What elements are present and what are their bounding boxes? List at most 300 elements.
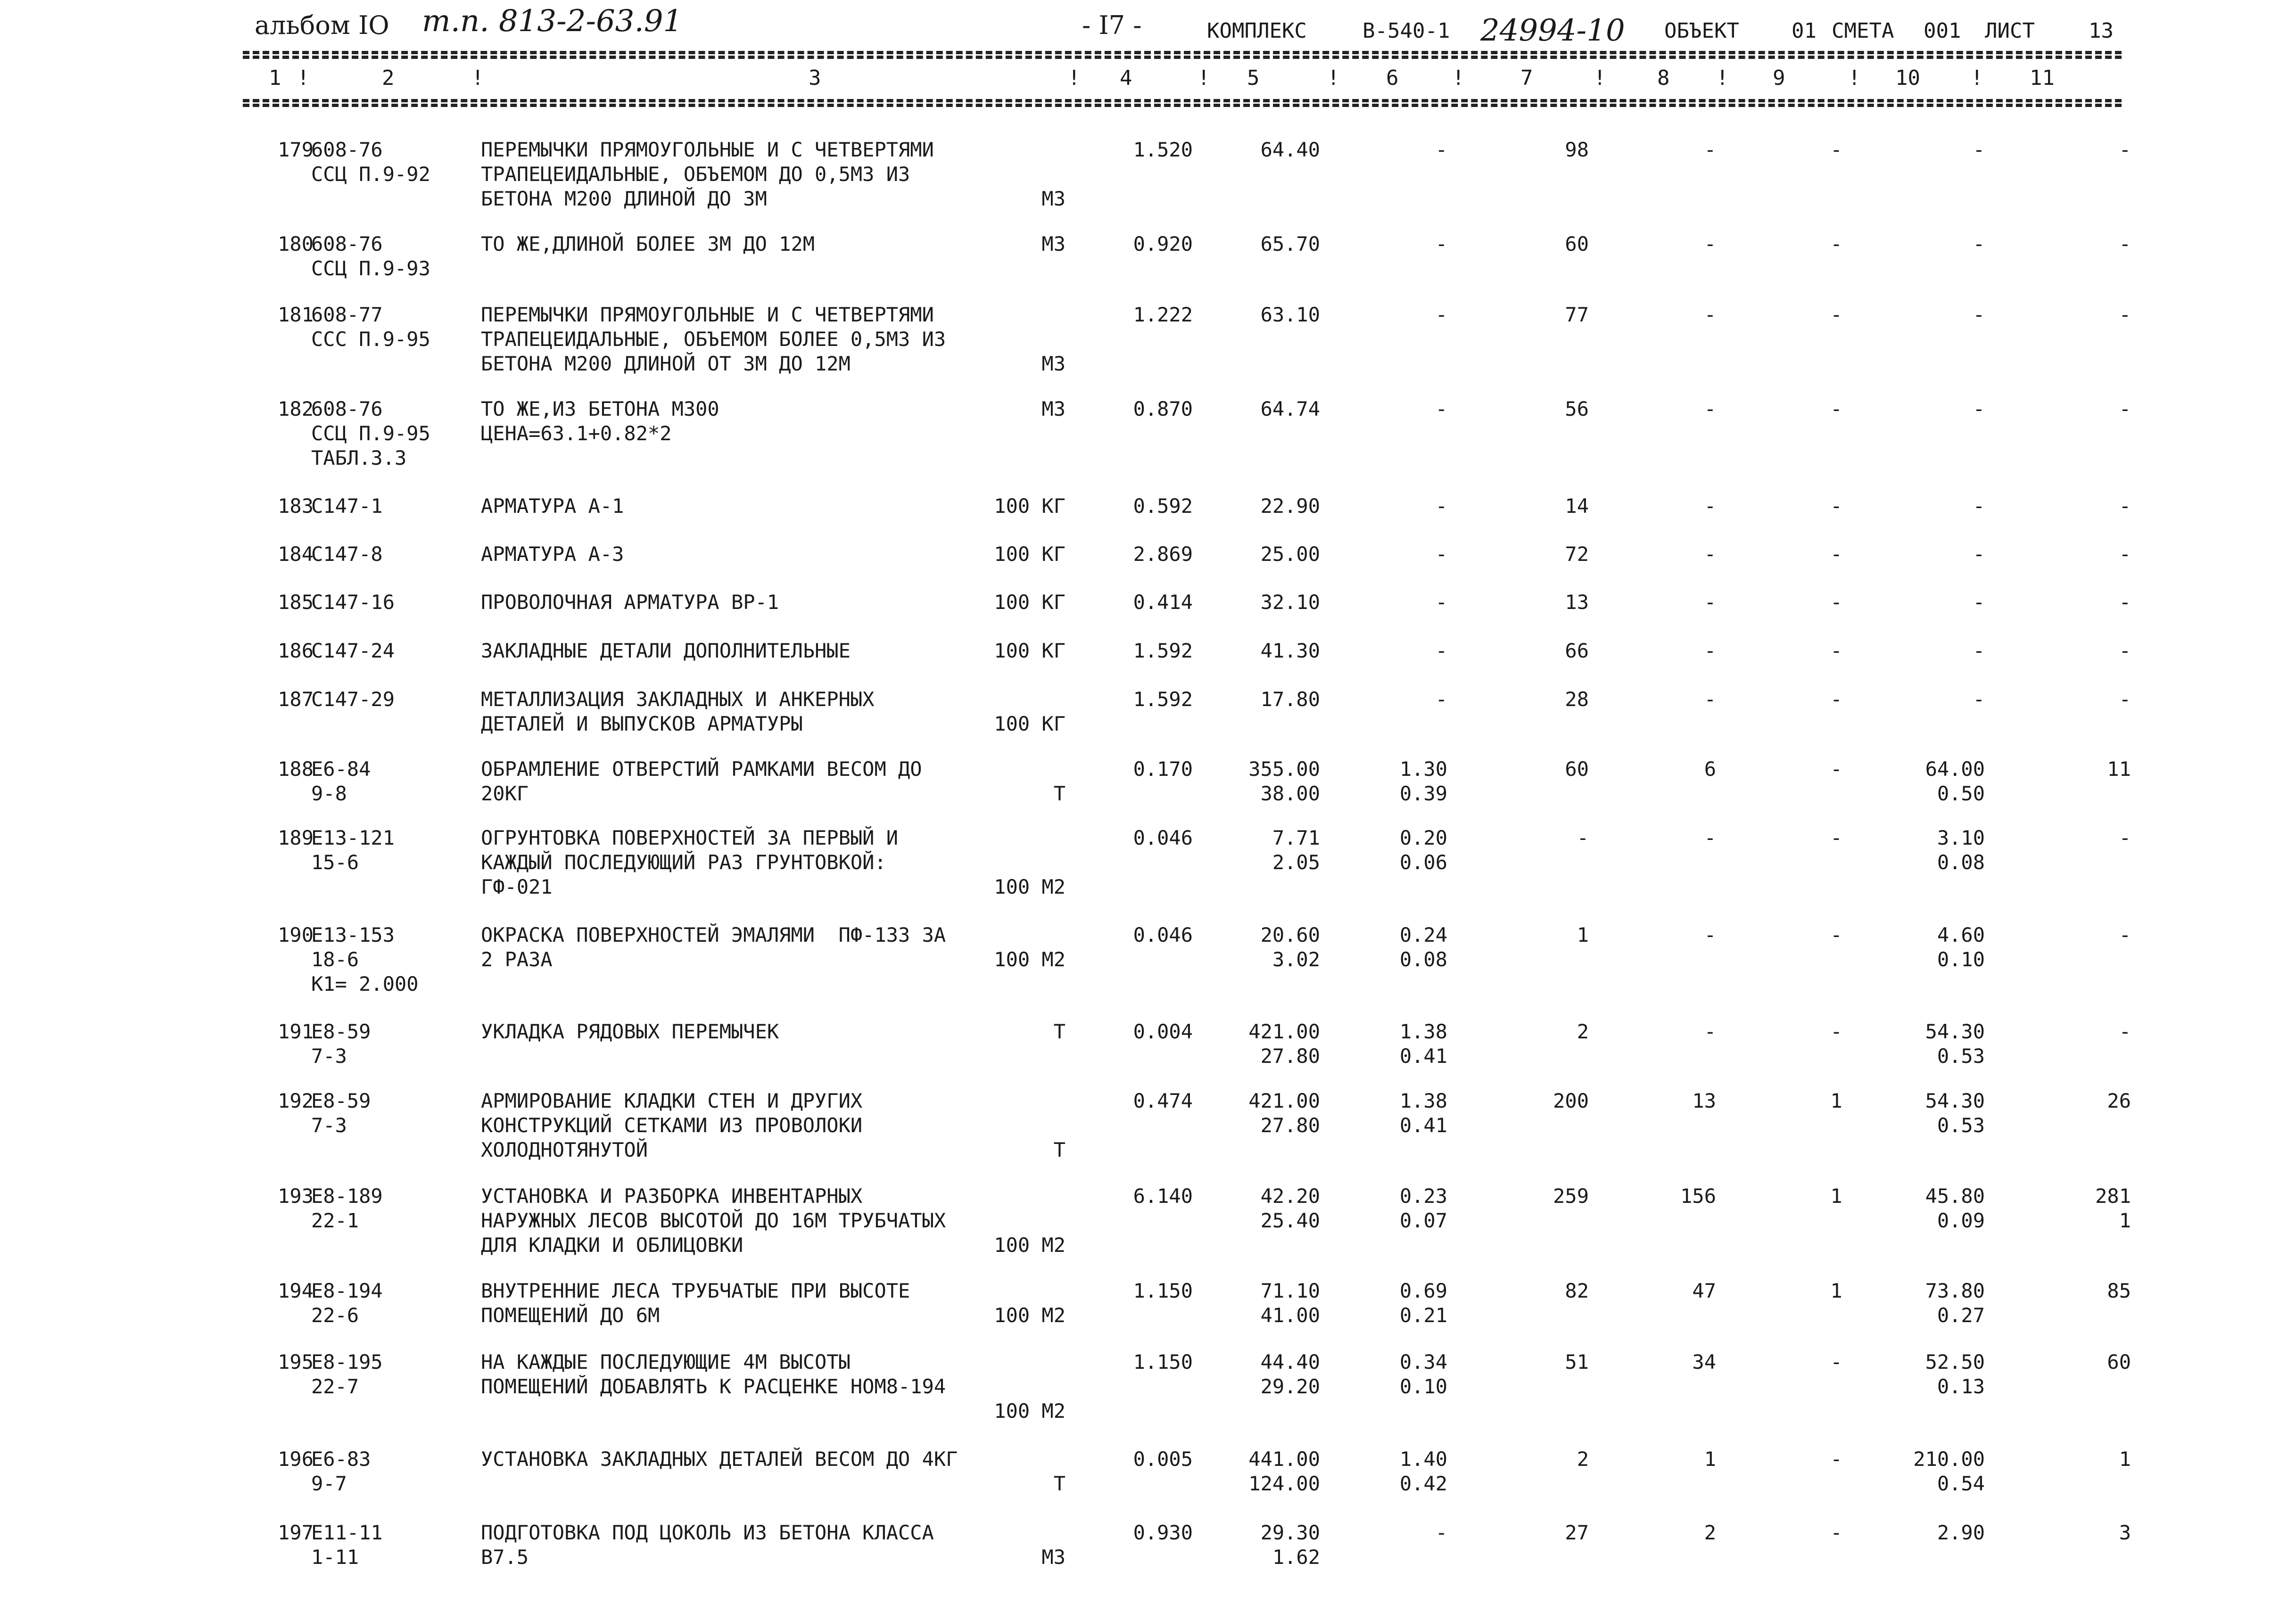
col10-value: - xyxy=(1973,591,1985,614)
unit-of-measure: Т xyxy=(1053,1020,1065,1043)
work-description: ТО ЖЕ,ДЛИНОЙ БОЛЕЕ 3М ДО 12М xyxy=(481,232,815,255)
col9-value: - xyxy=(1830,639,1842,662)
col10-value: 210.00 xyxy=(1913,1447,1985,1471)
quantity-value: 0.930 xyxy=(1133,1521,1193,1544)
unit-price: 41.00 xyxy=(1260,1304,1320,1327)
col10-value: 0.13 xyxy=(1937,1375,1985,1398)
rate-code: Е8-195 xyxy=(311,1350,383,1373)
col9-value: 1 xyxy=(1830,1089,1842,1112)
table-row xyxy=(0,1279,2296,1354)
col-header-1: 1 xyxy=(269,66,281,90)
col6-value: - xyxy=(1435,1521,1447,1544)
rate-code: Е8-194 xyxy=(311,1279,383,1302)
col9-value: - xyxy=(1830,1447,1842,1471)
unit-price: 7.71 xyxy=(1272,826,1320,849)
work-description: ТРАПЕЦЕИДАЛЬНЫЕ, ОБЪЕМОМ БОЛЕЕ 0,5М3 ИЗ xyxy=(481,328,946,351)
unit-of-measure: М3 xyxy=(1041,1546,1065,1569)
unit-price: 124.00 xyxy=(1248,1472,1320,1495)
object-label: ОБЪЕКТ xyxy=(1664,19,1739,43)
table-row xyxy=(0,757,2296,832)
col6-value: - xyxy=(1435,397,1447,420)
col-separator: ! xyxy=(1971,66,1983,90)
rate-code: Е6-84 xyxy=(311,757,371,781)
col-header-5: 5 xyxy=(1247,66,1260,90)
col8-value: - xyxy=(1704,232,1716,255)
col6-value: 0.41 xyxy=(1399,1114,1447,1137)
col-separator: ! xyxy=(1716,66,1729,90)
col8-value: - xyxy=(1704,826,1716,849)
rate-code: 22-1 xyxy=(311,1209,359,1232)
col10-value: - xyxy=(1973,543,1985,566)
work-description: ПЕРЕМЫЧКИ ПРЯМОУГОЛЬНЫЕ И С ЧЕТВЕРТЯМИ xyxy=(481,138,934,161)
col6-value: 1.38 xyxy=(1399,1020,1447,1043)
col10-value: 54.30 xyxy=(1925,1089,1985,1112)
row-number: 187 xyxy=(278,688,314,711)
unit-of-measure: М3 xyxy=(1041,187,1065,210)
work-description: БЕТОНА М200 ДЛИНОЙ ДО 3М xyxy=(481,187,767,210)
table-row xyxy=(0,138,2296,213)
table-row xyxy=(0,1350,2296,1425)
col8-value: 13 xyxy=(1692,1089,1716,1112)
rate-code: 9-8 xyxy=(311,782,347,805)
col9-value: - xyxy=(1830,303,1842,326)
col8-value: - xyxy=(1704,494,1716,518)
quantity-value: 1.520 xyxy=(1133,138,1193,161)
unit-price: 441.00 xyxy=(1248,1447,1320,1471)
col11-value: 11 xyxy=(2107,757,2131,781)
unit-price: 29.30 xyxy=(1260,1521,1320,1544)
col10-value: - xyxy=(1973,303,1985,326)
work-description: ЗАКЛАДНЫЕ ДЕТАЛИ ДОПОЛНИТЕЛЬНЫЕ xyxy=(481,639,851,662)
col7-value: 27 xyxy=(1565,1521,1589,1544)
work-description: ХОЛОДНОТЯНУТОЙ xyxy=(481,1138,648,1161)
col8-value: - xyxy=(1704,923,1716,946)
quantity-value: 0.414 xyxy=(1133,591,1193,614)
quantity-value: 0.474 xyxy=(1133,1089,1193,1112)
col11-value: - xyxy=(2119,397,2131,420)
col9-value: - xyxy=(1830,1521,1842,1544)
col6-value: - xyxy=(1435,543,1447,566)
col11-value: - xyxy=(2119,923,2131,946)
table-row xyxy=(0,1521,2296,1596)
work-description: 2 РАЗА xyxy=(481,948,553,971)
col9-value: - xyxy=(1830,543,1842,566)
unit-of-measure: 100 КГ xyxy=(994,591,1065,614)
unit-price: 42.20 xyxy=(1260,1184,1320,1208)
col-separator: ! xyxy=(1198,66,1210,90)
col10-value: 0.53 xyxy=(1937,1114,1985,1137)
work-description: ЦЕНА=63.1+0.82*2 xyxy=(481,422,672,445)
col7-value: 66 xyxy=(1565,639,1589,662)
col6-value: 0.21 xyxy=(1399,1304,1447,1327)
col-separator: ! xyxy=(1327,66,1340,90)
col-header-10: 10 xyxy=(1895,66,1920,90)
unit-price: 1.62 xyxy=(1272,1546,1320,1569)
col6-value: - xyxy=(1435,494,1447,518)
col8-value: - xyxy=(1704,397,1716,420)
unit-of-measure: М3 xyxy=(1041,232,1065,255)
unit-price: 44.40 xyxy=(1260,1350,1320,1373)
rate-code: Е6-83 xyxy=(311,1447,371,1471)
work-description: КАЖДЫЙ ПОСЛЕДУЮЩИЙ РАЗ ГРУНТОВКОЙ: xyxy=(481,851,886,874)
col10-value: - xyxy=(1973,639,1985,662)
col7-value: 200 xyxy=(1553,1089,1589,1112)
unit-price: 64.40 xyxy=(1260,138,1320,161)
row-number: 190 xyxy=(278,923,314,946)
object-number: 01 xyxy=(1792,19,1817,43)
col6-value: 0.10 xyxy=(1399,1375,1447,1398)
unit-price: 421.00 xyxy=(1248,1089,1320,1112)
col8-value: - xyxy=(1704,543,1716,566)
row-number: 197 xyxy=(278,1521,314,1544)
col6-value: - xyxy=(1435,232,1447,255)
rate-code: Е13-121 xyxy=(311,826,395,849)
rate-code: С147-1 xyxy=(311,494,383,518)
table-row xyxy=(0,1089,2296,1164)
col9-value: 1 xyxy=(1830,1184,1842,1208)
unit-price: 38.00 xyxy=(1260,782,1320,805)
col6-value: 0.20 xyxy=(1399,826,1447,849)
col11-value: - xyxy=(2119,138,2131,161)
unit-price: 3.02 xyxy=(1272,948,1320,971)
col10-value: 64.00 xyxy=(1925,757,1985,781)
col-header-2: 2 xyxy=(382,66,395,90)
quantity-value: 0.004 xyxy=(1133,1020,1193,1043)
rate-code: ССЦ П.9-92 xyxy=(311,163,430,186)
quantity-value: 0.046 xyxy=(1133,826,1193,849)
row-number: 194 xyxy=(278,1279,314,1302)
unit-of-measure: 100 КГ xyxy=(994,494,1065,518)
unit-price: 2.05 xyxy=(1272,851,1320,874)
work-description: ПОМЕЩЕНИЙ ДО 6М xyxy=(481,1304,660,1327)
unit-price: 41.30 xyxy=(1260,639,1320,662)
row-number: 179 xyxy=(278,138,314,161)
col11-value: 281 xyxy=(2095,1184,2131,1208)
col9-value: - xyxy=(1830,688,1842,711)
col-separator: ! xyxy=(1452,66,1465,90)
unit-price: 22.90 xyxy=(1260,494,1320,518)
quantity-value: 1.150 xyxy=(1133,1350,1193,1373)
col8-value: 6 xyxy=(1704,757,1716,781)
col10-value: - xyxy=(1973,494,1985,518)
quantity-value: 0.920 xyxy=(1133,232,1193,255)
rate-code: Е8-59 xyxy=(311,1089,371,1112)
table-row xyxy=(0,1447,2296,1522)
col10-value: 0.09 xyxy=(1937,1209,1985,1232)
unit-price: 355.00 xyxy=(1248,757,1320,781)
work-description: ГФ-021 xyxy=(481,875,553,898)
col7-value: 60 xyxy=(1565,232,1589,255)
col6-value: 0.06 xyxy=(1399,851,1447,874)
work-description: ВНУТРЕННИЕ ЛЕСА ТРУБЧАТЫЕ ПРИ ВЫСОТЕ xyxy=(481,1279,910,1302)
rate-code: Е11-11 xyxy=(311,1521,383,1544)
col6-value: 1.40 xyxy=(1399,1447,1447,1471)
unit-price: 27.80 xyxy=(1260,1114,1320,1137)
unit-price: 421.00 xyxy=(1248,1020,1320,1043)
col10-value: 0.50 xyxy=(1937,782,1985,805)
col8-value: 156 xyxy=(1680,1184,1716,1208)
col9-value: - xyxy=(1830,591,1842,614)
col10-value: 3.10 xyxy=(1937,826,1985,849)
rate-code: 608-76 xyxy=(311,232,383,255)
col-header-8: 8 xyxy=(1657,66,1670,90)
unit-of-measure: 100 М2 xyxy=(994,1399,1065,1423)
handwritten-project-number: т.п. 813-2-63.91 xyxy=(422,4,683,39)
row-number: 180 xyxy=(278,232,314,255)
quantity-value: 1.222 xyxy=(1133,303,1193,326)
row-number: 185 xyxy=(278,591,314,614)
col9-value: - xyxy=(1830,397,1842,420)
col8-value: - xyxy=(1704,1020,1716,1043)
row-number: 186 xyxy=(278,639,314,662)
col11-value: - xyxy=(2119,1020,2131,1043)
col6-value: 0.34 xyxy=(1399,1350,1447,1373)
col10-value: 45.80 xyxy=(1925,1184,1985,1208)
unit-of-measure: Т xyxy=(1053,1472,1065,1495)
col10-value: 0.08 xyxy=(1937,851,1985,874)
rate-code: 22-6 xyxy=(311,1304,359,1327)
rate-code: Е8-59 xyxy=(311,1020,371,1043)
col7-value: 60 xyxy=(1565,757,1589,781)
quantity-value: 0.005 xyxy=(1133,1447,1193,1471)
col-header-3: 3 xyxy=(809,66,821,90)
col8-value: - xyxy=(1704,303,1716,326)
unit-price: 63.10 xyxy=(1260,303,1320,326)
rate-code: 18-6 xyxy=(311,948,359,971)
col11-value: 85 xyxy=(2107,1279,2131,1302)
quantity-value: 2.869 xyxy=(1133,543,1193,566)
album-label: альбом IO xyxy=(255,10,389,40)
col-header-6: 6 xyxy=(1386,66,1399,90)
col8-value: 34 xyxy=(1692,1350,1716,1373)
col6-value: - xyxy=(1435,303,1447,326)
rate-code: ССС П.9-95 xyxy=(311,328,430,351)
complex-code: В-540-1 xyxy=(1363,19,1450,43)
unit-of-measure: 100 М2 xyxy=(994,1234,1065,1257)
work-description: ПРОВОЛОЧНАЯ АРМАТУРА ВР-1 xyxy=(481,591,779,614)
rate-code: 9-7 xyxy=(311,1472,347,1495)
col7-value: 72 xyxy=(1565,543,1589,566)
col7-value: 14 xyxy=(1565,494,1589,518)
col-separator: ! xyxy=(1848,66,1861,90)
rate-code: 608-76 xyxy=(311,138,383,161)
work-description: ПОМЕЩЕНИЙ ДОБАВЛЯТЬ К РАСЦЕНКЕ НОМ8-194 xyxy=(481,1375,946,1398)
table-row xyxy=(0,232,2296,307)
rate-code: 22-7 xyxy=(311,1375,359,1398)
unit-price: 64.74 xyxy=(1260,397,1320,420)
rate-code: Е13-153 xyxy=(311,923,395,946)
col10-value: 4.60 xyxy=(1937,923,1985,946)
row-number: 193 xyxy=(278,1184,314,1208)
table-row xyxy=(0,397,2296,472)
row-number: 195 xyxy=(278,1350,314,1373)
work-description: ОКРАСКА ПОВЕРХНОСТЕЙ ЭМАЛЯМИ ПФ-133 ЗА xyxy=(481,923,946,946)
col6-value: 0.08 xyxy=(1399,948,1447,971)
work-description: ПОДГОТОВКА ПОД ЦОКОЛЬ ИЗ БЕТОНА КЛАССА xyxy=(481,1521,934,1544)
work-description: НА КАЖДЫЕ ПОСЛЕДУЮЩИЕ 4М ВЫСОТЫ xyxy=(481,1350,851,1373)
col6-value: 0.41 xyxy=(1399,1044,1447,1068)
col11-value: 1 xyxy=(2119,1209,2131,1232)
work-description: ТО ЖЕ,ИЗ БЕТОНА М300 xyxy=(481,397,719,420)
estimate-number: 001 xyxy=(1924,19,1961,43)
rate-code: 7-3 xyxy=(311,1114,347,1137)
col9-value: - xyxy=(1830,232,1842,255)
page-marker: - I7 - xyxy=(1082,10,1142,40)
row-number: 181 xyxy=(278,303,314,326)
col7-value: 1 xyxy=(1577,923,1589,946)
row-number: 182 xyxy=(278,397,314,420)
rate-code: С147-24 xyxy=(311,639,395,662)
quantity-value: 0.592 xyxy=(1133,494,1193,518)
unit-of-measure: 100 М2 xyxy=(994,875,1065,898)
work-description: ОБРАМЛЕНИЕ ОТВЕРСТИЙ РАМКАМИ ВЕСОМ ДО xyxy=(481,757,922,781)
quantity-value: 1.150 xyxy=(1133,1279,1193,1302)
col8-value: - xyxy=(1704,688,1716,711)
unit-price: 32.10 xyxy=(1260,591,1320,614)
table-row xyxy=(0,303,2296,378)
col10-value: 73.80 xyxy=(1925,1279,1985,1302)
unit-price: 17.80 xyxy=(1260,688,1320,711)
col10-value: - xyxy=(1973,688,1985,711)
table-row xyxy=(0,687,2296,763)
rate-code: С147-8 xyxy=(311,543,383,566)
rate-code: 7-3 xyxy=(311,1044,347,1068)
col10-value: - xyxy=(1973,397,1985,420)
quantity-value: 1.592 xyxy=(1133,639,1193,662)
quantity-value: 0.870 xyxy=(1133,397,1193,420)
estimate-label: СМЕТА xyxy=(1832,19,1894,43)
rate-code: ССЦ П.9-93 xyxy=(311,257,430,280)
col10-value: - xyxy=(1973,232,1985,255)
work-description: ОГРУНТОВКА ПОВЕРХНОСТЕЙ ЗА ПЕРВЫЙ И xyxy=(481,826,899,849)
unit-of-measure: 100 КГ xyxy=(994,712,1065,735)
row-number: 192 xyxy=(278,1089,314,1112)
unit-of-measure: М3 xyxy=(1041,397,1065,420)
work-description: НАРУЖНЫХ ЛЕСОВ ВЫСОТОЙ ДО 16М ТРУБЧАТЫХ xyxy=(481,1209,946,1232)
col7-value: 51 xyxy=(1565,1350,1589,1373)
col10-value: 2.90 xyxy=(1937,1521,1985,1544)
col11-value: - xyxy=(2119,639,2131,662)
col7-value: 77 xyxy=(1565,303,1589,326)
row-number: 191 xyxy=(278,1020,314,1043)
rate-code: 608-76 xyxy=(311,397,383,420)
col11-value: - xyxy=(2119,826,2131,849)
col-separator: ! xyxy=(1594,66,1606,90)
rate-code: 1-11 xyxy=(311,1546,359,1569)
col6-value: - xyxy=(1435,688,1447,711)
col6-value: 0.39 xyxy=(1399,782,1447,805)
rate-code: ТАБЛ.3.3 xyxy=(311,446,407,469)
unit-price: 27.80 xyxy=(1260,1044,1320,1068)
unit-of-measure: 100 КГ xyxy=(994,639,1065,662)
col7-value: - xyxy=(1577,826,1589,849)
col10-value: 54.30 xyxy=(1925,1020,1985,1043)
col6-value: 0.69 xyxy=(1399,1279,1447,1302)
unit-price: 25.00 xyxy=(1260,543,1320,566)
work-description: ТРАПЕЦЕИДАЛЬНЫЕ, ОБЪЕМОМ ДО 0,5М3 ИЗ xyxy=(481,163,910,186)
col11-value: - xyxy=(2119,688,2131,711)
col6-value: - xyxy=(1435,591,1447,614)
col9-value: - xyxy=(1830,826,1842,849)
col6-value: 0.23 xyxy=(1399,1184,1447,1208)
work-description: КОНСТРУКЦИЙ СЕТКАМИ ИЗ ПРОВОЛОКИ xyxy=(481,1114,863,1137)
handwritten-code: 24994-10 xyxy=(1480,13,1625,48)
col-header-11: 11 xyxy=(2030,66,2055,90)
unit-price: 65.70 xyxy=(1260,232,1320,255)
col7-value: 98 xyxy=(1565,138,1589,161)
row-number: 196 xyxy=(278,1447,314,1471)
col7-value: 13 xyxy=(1565,591,1589,614)
col7-value: 2 xyxy=(1577,1020,1589,1043)
rate-code: С147-16 xyxy=(311,591,395,614)
col6-value: 0.07 xyxy=(1399,1209,1447,1232)
row-number: 188 xyxy=(278,757,314,781)
col9-value: - xyxy=(1830,138,1842,161)
col7-value: 28 xyxy=(1565,688,1589,711)
col11-value: 26 xyxy=(2107,1089,2131,1112)
col11-value: - xyxy=(2119,591,2131,614)
col-separator: ! xyxy=(297,66,310,90)
col-header-4: 4 xyxy=(1120,66,1132,90)
sheet-number: 13 xyxy=(2089,19,2114,43)
table-row xyxy=(0,923,2296,998)
col9-value: - xyxy=(1830,494,1842,518)
unit-of-measure: Т xyxy=(1053,782,1065,805)
col9-value: - xyxy=(1830,1020,1842,1043)
col9-value: 1 xyxy=(1830,1279,1842,1302)
col10-value: 52.50 xyxy=(1925,1350,1985,1373)
col7-value: 2 xyxy=(1577,1447,1589,1471)
unit-of-measure: Т xyxy=(1053,1138,1065,1161)
quantity-value: 0.170 xyxy=(1133,757,1193,781)
col6-value: 1.38 xyxy=(1399,1089,1447,1112)
col11-value: - xyxy=(2119,543,2131,566)
col11-value: - xyxy=(2119,303,2131,326)
work-description: УСТАНОВКА И РАЗБОРКА ИНВЕНТАРНЫХ xyxy=(481,1184,863,1208)
col7-value: 259 xyxy=(1553,1184,1589,1208)
quantity-value: 0.046 xyxy=(1133,923,1193,946)
table-row xyxy=(0,826,2296,901)
work-description: ПЕРЕМЫЧКИ ПРЯМОУГОЛЬНЫЕ И С ЧЕТВЕРТЯМИ xyxy=(481,303,934,326)
col8-value: - xyxy=(1704,591,1716,614)
col9-value: - xyxy=(1830,1350,1842,1373)
col10-value: 0.54 xyxy=(1937,1472,1985,1495)
quantity-value: 6.140 xyxy=(1133,1184,1193,1208)
work-description: УКЛАДКА РЯДОВЫХ ПЕРЕМЫЧЕК xyxy=(481,1020,779,1043)
col6-value: - xyxy=(1435,138,1447,161)
work-description: АРМАТУРА А-3 xyxy=(481,543,624,566)
work-description: ДЛЯ КЛАДКИ И ОБЛИЦОВКИ xyxy=(481,1234,743,1257)
rate-code: ССЦ П.9-95 xyxy=(311,422,430,445)
row-number: 184 xyxy=(278,543,314,566)
col8-value: 2 xyxy=(1704,1521,1716,1544)
col9-value: - xyxy=(1830,757,1842,781)
unit-of-measure: М3 xyxy=(1041,352,1065,375)
col10-value: 0.53 xyxy=(1937,1044,1985,1068)
table-row xyxy=(0,1020,2296,1095)
unit-of-measure: 100 М2 xyxy=(994,948,1065,971)
col7-value: 82 xyxy=(1565,1279,1589,1302)
row-number: 189 xyxy=(278,826,314,849)
work-description: АРМИРОВАНИЕ КЛАДКИ СТЕН И ДРУГИХ xyxy=(481,1089,863,1112)
col6-value: - xyxy=(1435,639,1447,662)
col-separator: ! xyxy=(471,66,484,90)
rate-code: С147-29 xyxy=(311,688,395,711)
col6-value: 0.24 xyxy=(1399,923,1447,946)
col11-value: 1 xyxy=(2119,1447,2131,1471)
col10-value: - xyxy=(1973,138,1985,161)
work-description: 20КГ xyxy=(481,782,529,805)
